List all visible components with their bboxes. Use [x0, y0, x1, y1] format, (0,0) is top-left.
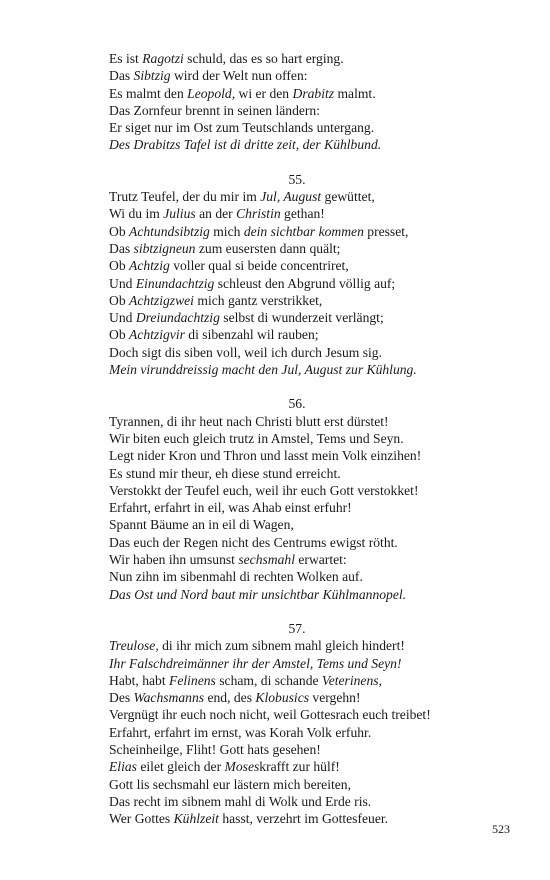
verse-line	[109, 413, 509, 430]
text-segment: Das recht im sibnem mahl di Wolk und Erde ris.	[109, 793, 372, 809]
text-segment: wi er den	[235, 85, 293, 101]
italic-segment: Sibtzig	[133, 68, 171, 84]
text-segment: malmt.	[334, 85, 376, 101]
text-segment: gethan!	[280, 206, 325, 222]
italic-segment: Felinens	[169, 672, 216, 688]
text-segment: gewüttet,	[321, 189, 375, 205]
text-segment: Erfahrt, erfahrt in eil, was Ahab einst erfuhr!	[109, 500, 352, 516]
verse-line	[109, 50, 509, 67]
verse-line	[109, 223, 509, 240]
text-segment: Wir biten euch gleich trutz in Amstel, Tems und Seyn.	[109, 430, 404, 446]
stanza-number: 56.	[288, 396, 306, 412]
text-segment: scham, di schande	[215, 672, 322, 688]
text-segment: voller qual si beide concentriret,	[169, 258, 349, 274]
verse-line	[109, 637, 509, 654]
italic-segment: Ihr Falschdreimänner ihr der Amstel, Tems und Seyn!	[109, 655, 402, 671]
verse-line	[109, 292, 509, 309]
italic-segment: Achtzigzwei	[129, 292, 194, 308]
text-segment: Ob	[109, 327, 130, 343]
verse-line	[109, 499, 509, 516]
text-segment: Wir haben ihn umsunst	[109, 552, 239, 568]
text-segment: selbst di wunderzeit verlängt;	[219, 310, 384, 326]
text-segment: Legt nider Kron und Thron und lasst mein Volk einzihen!	[109, 448, 422, 464]
text-segment: Verstokkt der Teufel euch, weil ihr euch Gott verstokket!	[109, 482, 419, 498]
verse-line	[109, 482, 509, 499]
verse-line	[109, 586, 509, 603]
text-segment: di sibenzahl wil rauben;	[184, 327, 319, 343]
text-segment: Trutz Teufel, der du mir im	[109, 189, 261, 205]
verse-line	[109, 776, 509, 793]
text-segment: erwartet:	[294, 552, 347, 568]
text-segment: schleust den Abgrund völlig auf;	[214, 275, 396, 291]
verse-line	[109, 67, 509, 84]
italic-segment: Christin	[236, 206, 281, 222]
verse-line	[109, 188, 509, 205]
text-segment: Spannt Bäume an in eil di Wagen,	[109, 517, 294, 533]
italic-segment: sibtzigneun	[133, 240, 196, 256]
italic-segment: Einundachtzig	[135, 275, 215, 291]
italic-segment: Des Drabitzs Tafel ist di dritte zeit, der Kühlbund.	[109, 137, 382, 153]
verse-line	[109, 741, 509, 758]
text-segment: Er siget nur im Ost zum Teutschlands untergang.	[109, 120, 375, 136]
italic-segment: dein sichtbar kommen	[243, 223, 364, 239]
text-segment: hasst, verzehrt im Gottesfeuer.	[218, 811, 389, 827]
text-segment: Wi du im	[109, 206, 164, 222]
italic-segment: Leopold,	[187, 85, 236, 101]
verse-line	[109, 240, 509, 257]
text-segment: Ob	[109, 258, 130, 274]
text-segment: Gott lis sechsmahl eur lästern mich bereiten,	[109, 776, 351, 792]
verse-line	[109, 793, 509, 810]
verse-line	[109, 205, 509, 222]
text-segment: zum eusersten dann quält;	[195, 240, 341, 256]
italic-segment: Ragotzi	[142, 51, 184, 66]
verse-line	[109, 724, 509, 741]
verse-line	[109, 810, 509, 827]
text-segment: Das Zornfeur brennt in seinen ländern:	[109, 102, 321, 118]
verse-line	[109, 136, 509, 153]
italic-segment: Drabitz	[292, 85, 335, 101]
stanza-gap	[109, 154, 509, 171]
verse-line	[109, 465, 509, 482]
italic-segment: Achtzigvir	[129, 327, 185, 343]
text-segment: Das euch der Regen nicht des Centrums ewigst rötht.	[109, 534, 398, 550]
italic-segment: Das Ost und Nord baut mir unsichtbar Kühlmannopel.	[109, 586, 407, 602]
poem-text	[109, 50, 509, 827]
text-segment: eilet gleich der	[136, 759, 225, 775]
italic-segment: Wachsmanns	[133, 690, 205, 706]
text-segment: presset,	[363, 223, 409, 239]
italic-segment: Dreiundachtzig	[135, 310, 220, 326]
italic-segment: Jul, August	[260, 189, 322, 205]
text-segment: end, des	[204, 690, 256, 706]
text-segment: Des	[109, 690, 134, 706]
stanza-number: 57.	[288, 620, 306, 636]
verse-line	[109, 551, 509, 568]
text-segment: Das	[109, 240, 134, 256]
text-segment: krafft zur hülf!	[259, 759, 340, 775]
verse-line	[109, 119, 509, 136]
text-segment: Es ist	[109, 51, 143, 66]
stanza-gap	[109, 378, 509, 395]
text-segment: Vergnügt ihr euch noch nicht, weil Gottesrach euch treibet!	[109, 707, 431, 723]
text-segment: schuld, das es so hart erging.	[183, 51, 344, 66]
verse-line	[109, 309, 509, 326]
verse-line	[109, 326, 509, 343]
text-segment: Das	[109, 68, 134, 84]
verse-line	[109, 689, 509, 706]
text-segment: Ob	[109, 292, 130, 308]
text-segment: Doch sigt dis siben voll, weil ich durch Jesum sig.	[109, 344, 382, 360]
italic-segment: sechsmahl	[238, 552, 295, 568]
verse-line	[109, 534, 509, 551]
text-segment: Erfahrt, erfahrt im ernst, was Korah Volk erfuhr.	[109, 724, 372, 740]
page-number: 523	[492, 822, 510, 836]
verse-line	[109, 361, 509, 378]
text-segment: Scheinheilge, Fliht! Gott hats gesehen!	[109, 741, 321, 757]
italic-segment: Kühlzeit	[173, 811, 219, 827]
text-segment: mich	[209, 223, 244, 239]
italic-segment: Achtzig	[129, 258, 170, 274]
text-segment: Tyrannen, di ihr heut nach Christi blutt erst dürstet!	[109, 413, 389, 429]
verse-line	[109, 102, 509, 119]
text-segment: di ihr mich zum sibnem mahl gleich hindert!	[158, 638, 405, 654]
text-segment: Nun zihn im sibenmahl di rechten Wolken auf.	[109, 569, 363, 585]
verse-line	[109, 344, 509, 361]
text-segment: Wer Gottes	[109, 811, 174, 827]
verse-line	[109, 758, 509, 775]
stanza-number: 55.	[288, 171, 306, 187]
italic-segment: Achtundsibtzig	[129, 223, 210, 239]
italic-segment: Treulose,	[109, 638, 159, 654]
italic-segment: Elias	[109, 759, 137, 775]
verse-line	[109, 275, 509, 292]
text-segment: Und	[109, 275, 136, 291]
verse-line	[109, 655, 509, 672]
italic-segment: Mein virunddreissig macht den Jul, August zur Kühlung.	[109, 362, 417, 378]
verse-line	[109, 447, 509, 464]
verse-line	[109, 672, 509, 689]
verse-line	[109, 85, 509, 102]
text-segment: Es stund mir theur, eh diese stund erreicht.	[109, 465, 341, 481]
text-segment: Und	[109, 310, 136, 326]
verse-line	[109, 430, 509, 447]
verse-line	[109, 257, 509, 274]
verse-line	[109, 568, 509, 585]
text-segment: Ob	[109, 223, 130, 239]
verse-line	[109, 516, 509, 533]
text-segment: Habt, habt	[109, 672, 170, 688]
italic-segment: Julius	[163, 206, 196, 222]
verse-line	[109, 706, 509, 723]
text-segment: wird der Welt nun offen:	[170, 68, 308, 84]
text-segment: vergehn!	[309, 690, 361, 706]
italic-segment: Moses	[224, 759, 260, 775]
italic-segment: Veterinens,	[321, 672, 382, 688]
text-segment: Es malmt den	[109, 85, 188, 101]
text-segment: mich gantz verstrikket,	[193, 292, 323, 308]
text-segment: an der	[195, 206, 237, 222]
stanza-gap	[109, 603, 509, 620]
italic-segment: Klobusics	[255, 690, 310, 706]
